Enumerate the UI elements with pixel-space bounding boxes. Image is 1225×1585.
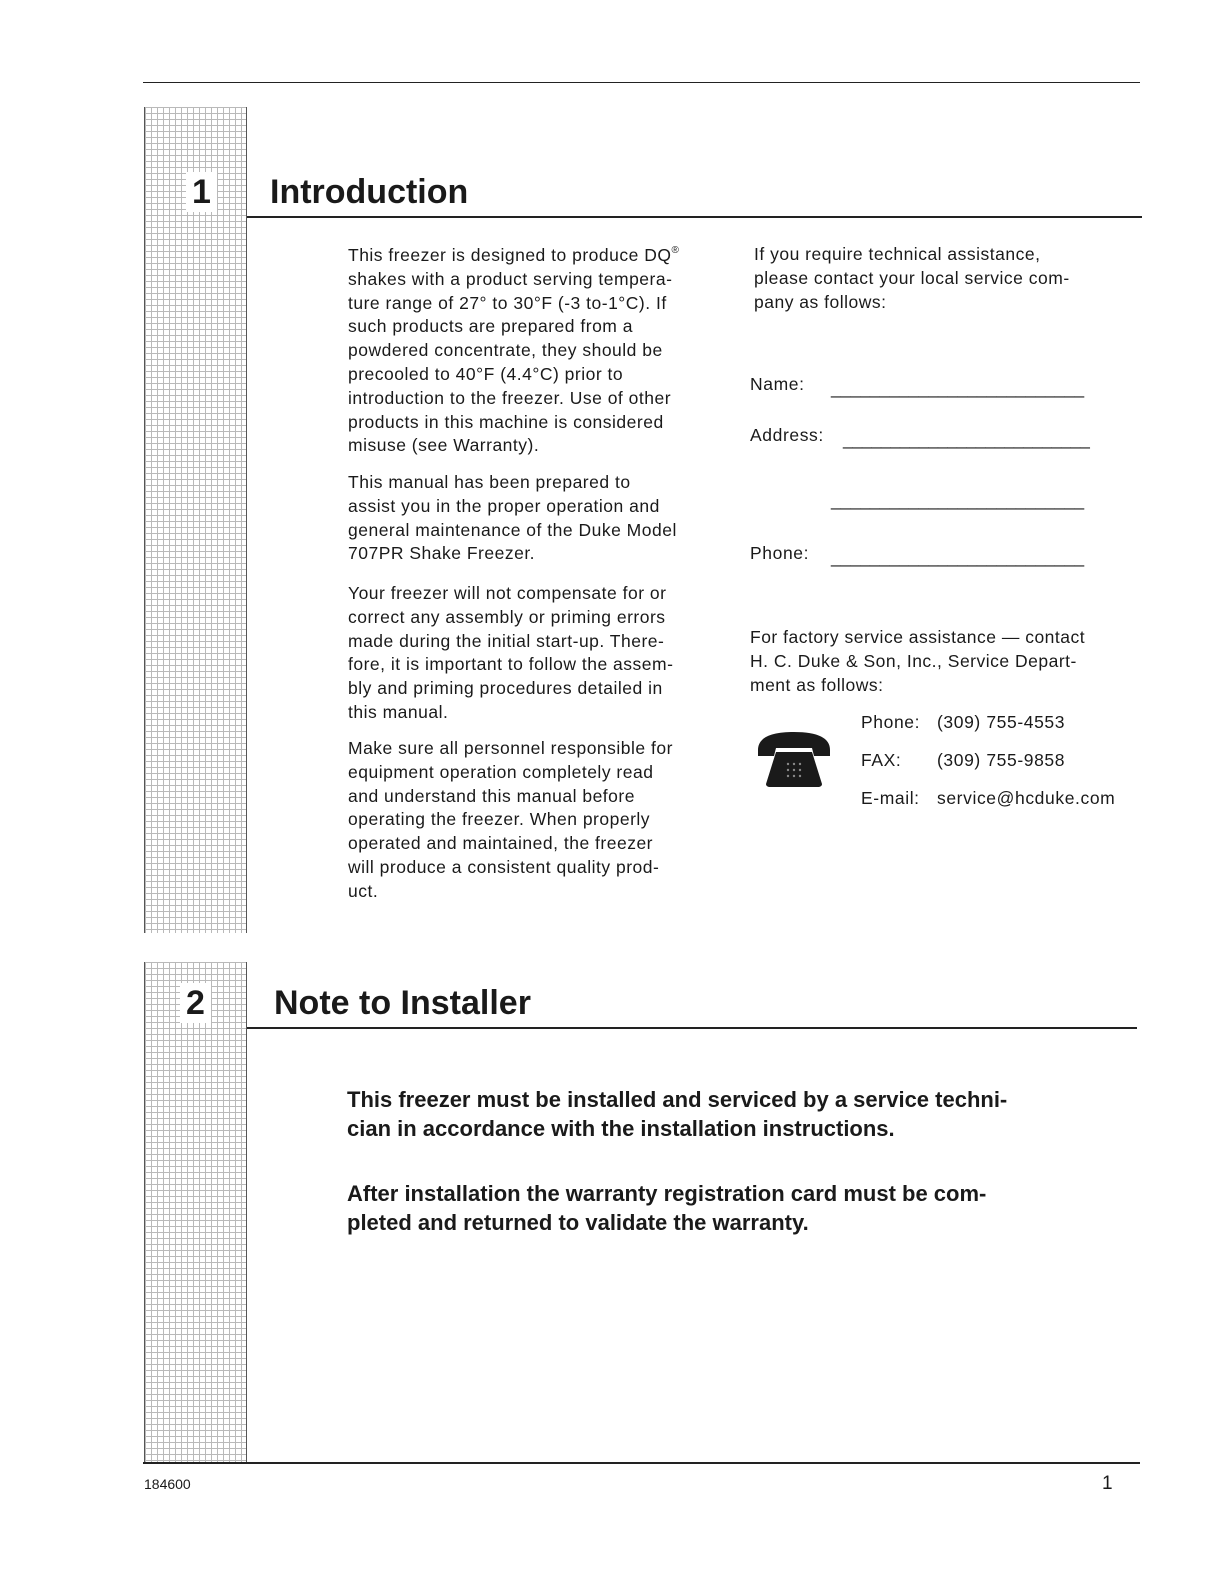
phone-label: Phone: [750,543,810,563]
address-blank-line-1: __________________________ [843,429,1090,449]
factory-service-text: For factory service assistance — contact H. C. Duke & Son, Inc., Service Depart- ment as follows: [750,627,1086,695]
section-1-grid-strip [144,107,247,933]
contact-phone-value: (309) 755-4553 [937,712,1066,732]
contact-email-label: E-mail: [861,788,920,808]
address-label: Address: [750,425,824,445]
section-2-grid-strip [144,962,247,1463]
registered-mark: ® [671,245,680,256]
intro-paragraph-4: Make sure all personnel responsible for equipment operation completely read and understand this manual before operating the freezer. When properly operated and maintained, the freezer will produce a consistent quality prod- uct. [348,738,673,901]
section-2-number: 2 [180,983,211,1023]
installer-note-1: This freezer must be installed and serviced by a service techni- cian in accordance with the installation instructions. [347,1087,1008,1141]
intro-paragraph-3: Your freezer will not compensate for or correct any assembly or priming errors made during the initial start-up. There- fore, it is important to follow the assem- bly and priming procedures detailed in this manual. [348,583,674,722]
phone-field-row [750,543,809,564]
section-2-title-rule [247,1027,1137,1029]
name-label: Name: [750,374,805,394]
intro-paragraph-2: This manual has been prepared to assist you in the proper operation and general maintenance of the Duke Model 707PR Shake Freezer. [348,472,677,564]
contact-fax-value: (309) 755-9858 [937,750,1066,770]
technical-assistance-text: If you require technical assistance, please contact your local service com- pany as follows: [754,244,1070,312]
page-number: 1 [1102,1473,1113,1494]
contact-phone-label: Phone: [861,712,921,732]
document-number: 184600 [144,1476,191,1492]
contact-email-link[interactable]: service@hcduke.com [937,788,1116,808]
address-field-row [750,425,824,446]
name-field-row [750,374,805,395]
telephone-icon [754,728,834,788]
section-1-number: 1 [186,172,217,212]
section-1-title-rule [247,216,1142,218]
contact-phone-row [861,712,1065,733]
section-2-title: Note to Installer [274,984,531,1022]
phone-blank-line: __________________________ [831,547,1085,567]
contact-fax-row [861,750,1065,771]
footer-rule [143,1462,1140,1464]
address-blank-line-2: __________________________ [831,490,1085,510]
intro-paragraph-1: This freezer is designed to produce DQ® shakes with a product serving tempera- ture range of 27° to 30°F (-3 to-1°C). If such products are prepared from a powdered concentrate, they should be precooled to 40°F (4.4°C) prior to introduction to the freezer. Use of other products in this machine is considered misuse (see Warranty). [348,245,680,456]
contact-email-row [861,788,1115,809]
header-rule [143,82,1140,83]
section-1-title: Introduction [270,173,469,211]
name-blank-line: __________________________ [831,378,1085,398]
installer-note-2: After installation the warranty registration card must be com- pleted and returned to validate the warranty. [347,1181,987,1235]
contact-fax-label: FAX: [861,750,902,770]
